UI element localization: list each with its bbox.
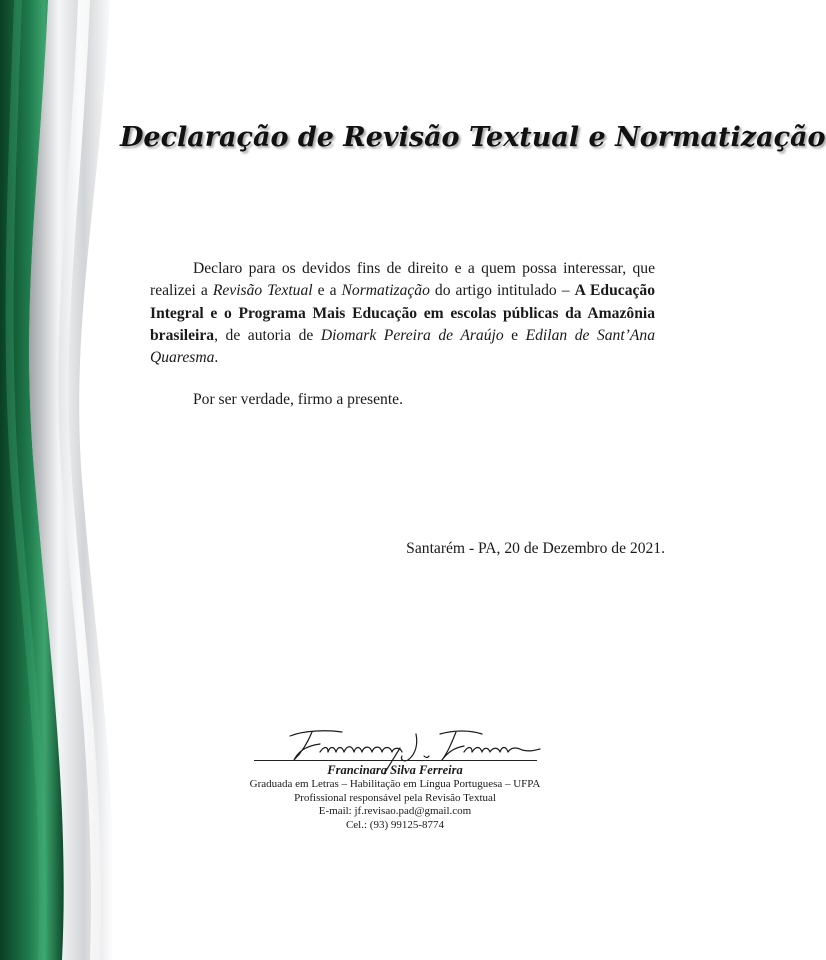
credential-line: Graduada em Letras – Habilitação em Língua Portuguesa – UFPA: [249, 778, 541, 790]
text-segment: do artigo intitulado –: [429, 282, 575, 300]
signature-block: [200, 722, 590, 832]
role-line: Profissional responsável pela Revisão Textual: [294, 791, 496, 804]
signatory-name: Francinara Silva Ferreira: [327, 763, 463, 777]
revisao-textual-term: Revisão Textual: [212, 282, 313, 300]
text-segment: Declaro para os devidos fins de direito e a quem possa interessar, que realizei a: [150, 260, 655, 300]
declaration-body: [150, 258, 655, 412]
phone-line: Cel.: (93) 99125-8774: [345, 818, 445, 831]
text-segment: , de autoria de: [214, 326, 321, 344]
closing-paragraph: Por ser verdade, firmo a presente.: [193, 391, 403, 409]
author-name: Edilan de Sant’Ana Quaresma: [150, 326, 655, 367]
document-title: Declaração de Revisão Textual e Normatização: [120, 122, 826, 153]
author-name: Diomark Pereira de Araújo: [320, 326, 504, 344]
text-segment: e: [503, 326, 526, 344]
signature-line: [254, 760, 537, 761]
place-date: Santarém - PA, 20 de Dezembro de 2021.: [406, 540, 665, 557]
normatizacao-term: Normatização: [341, 282, 430, 300]
article-title: A Educação Integral e o Programa Mais Educação em escolas públicas da Amazônia brasileira: [150, 282, 656, 344]
text-segment: e a: [312, 282, 342, 300]
email-line: E-mail: jf.revisao.pad@gmail.com: [318, 805, 472, 817]
decorative-page-border: [0, 0, 140, 960]
declaration-paragraph: [150, 258, 655, 369]
text-segment: .: [214, 349, 219, 367]
